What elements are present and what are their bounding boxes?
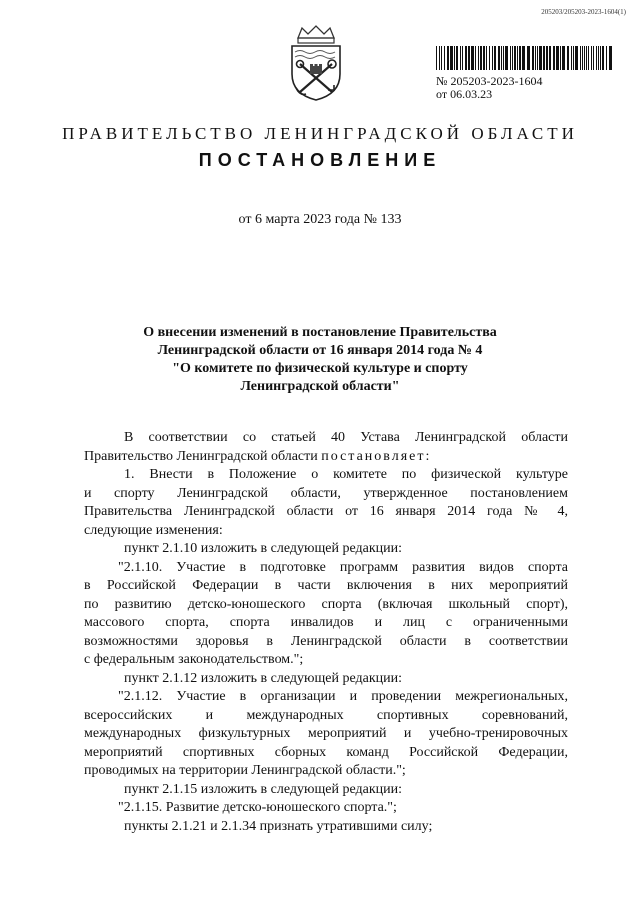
registration-block xyxy=(436,75,542,101)
barcode-bar xyxy=(546,46,548,70)
barcode-bar xyxy=(505,46,508,70)
barcode-bar xyxy=(517,46,518,70)
barcode-bar xyxy=(600,46,601,70)
body-line: пункт 2.1.15 изложить в следующей редакции: xyxy=(124,781,402,797)
subject-line: "О комитете по физической культуре и спорту xyxy=(172,361,468,376)
body-line: в Российской Федерации в части включения в них мероприятий xyxy=(84,578,568,593)
registration-date: от 06.03.23 xyxy=(436,87,493,101)
barcode-bar xyxy=(471,46,474,70)
barcode-bar xyxy=(602,46,604,70)
body-line: возможностями здоровья в Ленинградской области в соответствии xyxy=(84,633,568,649)
barcode-bar xyxy=(573,46,574,70)
body-line: всероссийских и международных спортивных соревнований, xyxy=(84,707,568,723)
barcode-bar xyxy=(462,46,463,70)
barcode-bar xyxy=(591,46,592,70)
barcode-bar xyxy=(549,46,551,70)
barcode-bar xyxy=(494,46,496,70)
barcode-bar xyxy=(460,46,461,70)
barcode-bar xyxy=(532,46,534,70)
barcode-bar xyxy=(478,46,479,70)
body-text: Правительство Ленинградской области xyxy=(84,448,322,464)
barcode-bar xyxy=(553,46,555,70)
barcode-bar xyxy=(489,46,490,70)
barcode-bar xyxy=(450,46,453,70)
barcode-bar xyxy=(447,46,449,70)
body-line: Правительства Ленинградской области от 16 января 2014 года № 4, xyxy=(84,504,568,519)
barcode-bar xyxy=(475,46,476,70)
barcode-bar xyxy=(522,46,525,70)
body-line: "2.1.10. Участие в подготовке программ развития видов спорта xyxy=(118,559,568,575)
barcode-bar xyxy=(567,46,569,70)
document-subject xyxy=(80,324,560,396)
body-line: с федеральным законодательством."; xyxy=(84,652,304,667)
barcode-bar xyxy=(556,46,559,70)
body-line: пункты 2.1.21 и 2.1.34 признать утратившими силу; xyxy=(124,818,433,834)
subject-line: О внесении изменений в постановление Правительства xyxy=(143,325,497,340)
barcode-bar xyxy=(468,46,470,70)
body-line: "2.1.15. Развитие детско-юношеского спорта."; xyxy=(118,800,397,815)
barcode-bar xyxy=(454,46,455,70)
barcode-bar xyxy=(580,46,581,70)
barcode-bar xyxy=(535,46,536,70)
barcode-bar xyxy=(498,46,500,70)
body-text-spaced: постановляет: xyxy=(321,448,432,464)
body-line: проводимых на территории Ленинградской области."; xyxy=(84,763,406,778)
barcode-bar xyxy=(492,46,493,70)
barcode-bar xyxy=(609,46,612,70)
body-line: 1. Внести в Положение о комитете по физической культуре xyxy=(124,467,568,482)
body-line: В соответствии со статьей 40 Устава Ленинградской области xyxy=(124,430,568,445)
barcode-bar xyxy=(537,46,538,70)
barcode-bar xyxy=(512,46,513,70)
barcode-bar xyxy=(539,46,542,70)
body-line: пункт 2.1.10 изложить в следующей редакции: xyxy=(124,541,402,556)
body-line: мероприятий спортивных сборных команд Российской Федерации, xyxy=(84,744,568,760)
body-line: международных физкультурных мероприятий и учебно-тренировочных xyxy=(84,726,568,741)
barcode-bar xyxy=(503,46,504,70)
barcode-bar xyxy=(465,46,467,70)
barcode-bar xyxy=(596,46,597,70)
registration-number: № 205203-2023-1604 xyxy=(436,74,543,88)
barcode-bar xyxy=(575,46,578,70)
barcode-bar xyxy=(560,46,561,70)
subject-line: Ленинградской области" xyxy=(240,379,400,394)
barcode-bar xyxy=(593,46,594,70)
coat-of-arms-icon xyxy=(284,24,348,102)
barcode-bar xyxy=(444,46,445,70)
barcode-bar xyxy=(571,46,572,70)
barcode-icon xyxy=(436,46,612,70)
body-line: пункт 2.1.12 изложить в следующей редакции: xyxy=(124,670,402,686)
barcode-bar xyxy=(480,46,482,70)
body-line: "2.1.12. Участие в организации и проведении межрегиональных, xyxy=(118,689,568,704)
barcode-bar xyxy=(436,46,437,70)
barcode-bar xyxy=(439,46,440,70)
subject-line: Ленинградской области от 16 января 2014 года № 4 xyxy=(157,343,483,358)
government-title: ПРАВИТЕЛЬСТВО ЛЕНИНГРАДСКОЙ ОБЛАСТИ xyxy=(62,124,578,143)
barcode-bar xyxy=(527,46,530,70)
barcode-bar xyxy=(562,46,565,70)
body-line: массового спорта, спорта инвалидов и лиц с ограниченными xyxy=(84,615,568,630)
document-type: ПОСТАНОВЛЕНИЕ xyxy=(198,150,442,170)
barcode-bar xyxy=(441,46,442,70)
barcode-bar xyxy=(598,46,599,70)
barcode-bar xyxy=(519,46,521,70)
barcode-bar xyxy=(606,46,607,70)
barcode-bar xyxy=(543,46,545,70)
body-line: и спорту Ленинградской области, утвержденное постановлением xyxy=(84,485,568,501)
body-line: следующие изменения: xyxy=(84,522,223,538)
document-date-number: от 6 марта 2023 года № 133 xyxy=(238,212,402,227)
top-reference: 205203/205203-2023-1604(1) xyxy=(541,8,626,16)
barcode-bar xyxy=(486,46,487,70)
barcode-bar xyxy=(510,46,511,70)
barcode-bar xyxy=(483,46,485,70)
barcode-bar xyxy=(582,46,583,70)
body-line xyxy=(84,448,568,467)
barcode-bar xyxy=(456,46,458,70)
barcode-bar xyxy=(584,46,585,70)
body-line: по развитию детско-юношеского спорта (включая школьный спорт), xyxy=(84,596,568,612)
barcode-bar xyxy=(586,46,587,70)
barcode-bar xyxy=(588,46,589,70)
barcode-bar xyxy=(501,46,502,70)
document-body xyxy=(84,429,568,836)
barcode-bar xyxy=(514,46,516,70)
